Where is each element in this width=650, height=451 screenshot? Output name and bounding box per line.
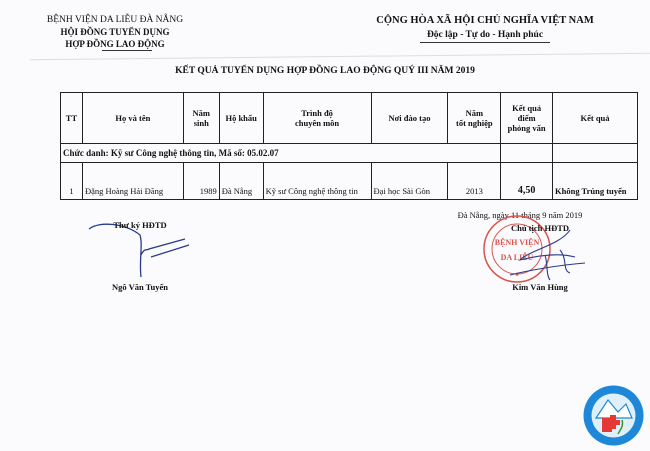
motto: Độc lập - Tự do - Hạnh phúc: [426, 30, 544, 40]
hospital-logo-icon: [582, 384, 645, 447]
header-left-underline: [102, 50, 152, 51]
col-result: Kết quả: [553, 93, 638, 144]
svg-text:BỆNH VIỆN: BỆNH VIỆN: [494, 238, 540, 247]
category-empty-result: [553, 144, 638, 163]
col-name: Họ và tên: [82, 93, 183, 144]
col-residence: Hộ khẩu: [219, 93, 263, 144]
col-birth-year: Năm sinh: [183, 93, 219, 144]
nation-title: CỘNG HÒA XÃ HỘI CHỦ NGHĨA VIỆT NAM: [376, 15, 594, 26]
cell-birth-year: 1989: [183, 163, 219, 200]
category-row: [61, 144, 638, 163]
secretary-name: Ngô Văn Tuyến: [111, 282, 169, 292]
document-title: KẾT QUẢ TUYỂN DỤNG HỢP ĐỒNG LAO ĐỘNG QUÝ III NĂM 2019: [175, 66, 475, 76]
header-left: [40, 14, 190, 51]
cell-tt: 1: [61, 163, 83, 200]
col-qualification: Trình độ chuyên môn: [263, 93, 371, 144]
cell-school: Đại học Sài Gòn: [371, 163, 448, 200]
chairman-title: Chủ tịch HĐTD: [510, 223, 570, 233]
cell-score: 4,50: [501, 163, 553, 200]
cell-residence: Đà Nẵng: [219, 163, 263, 200]
secretary-title: Thư ký HĐTD: [113, 220, 167, 230]
results-table: [60, 92, 638, 200]
cell-result: Không Trúng tuyển: [553, 163, 638, 200]
cell-qualification: Kỹ sư Công nghệ thông tin: [263, 163, 371, 200]
header-right: [355, 14, 615, 43]
cell-name: Đặng Hoàng Hải Đăng: [82, 163, 183, 200]
council-line-2: HỢP ĐỒNG LAO ĐỘNG: [65, 39, 165, 49]
col-school: Nơi đào tạo: [371, 93, 448, 144]
table-header-row: [61, 93, 638, 144]
chairman-signature-icon: [500, 225, 590, 285]
header-right-underline: [420, 42, 550, 43]
category-label: Chức danh: Kỹ sư Công nghệ thông tin, Mã số: 05.02.07: [61, 144, 501, 163]
scan-artifact-line: [30, 53, 650, 60]
cell-grad-year: 2013: [448, 163, 501, 200]
col-tt: TT: [61, 93, 83, 144]
svg-text:DA LIỄU: DA LIỄU: [500, 253, 534, 262]
table-row: [61, 163, 638, 200]
council-line-1: HỘI ĐỒNG TUYỂN DỤNG: [60, 27, 170, 37]
category-empty-score: [501, 144, 553, 163]
chairman-name: Kim Văn Hùng: [512, 282, 568, 292]
col-score: Kết quả điểm phỏng vấn: [501, 93, 553, 144]
svg-text:★: ★: [514, 273, 520, 278]
date-line: Đà Nẵng, ngày 11 tháng 9 năm 2019: [457, 210, 583, 220]
col-grad-year: Năm tốt nghiệp: [448, 93, 501, 144]
org-name: BỆNH VIỆN DA LIỄU ĐÀ NẴNG: [46, 15, 184, 25]
